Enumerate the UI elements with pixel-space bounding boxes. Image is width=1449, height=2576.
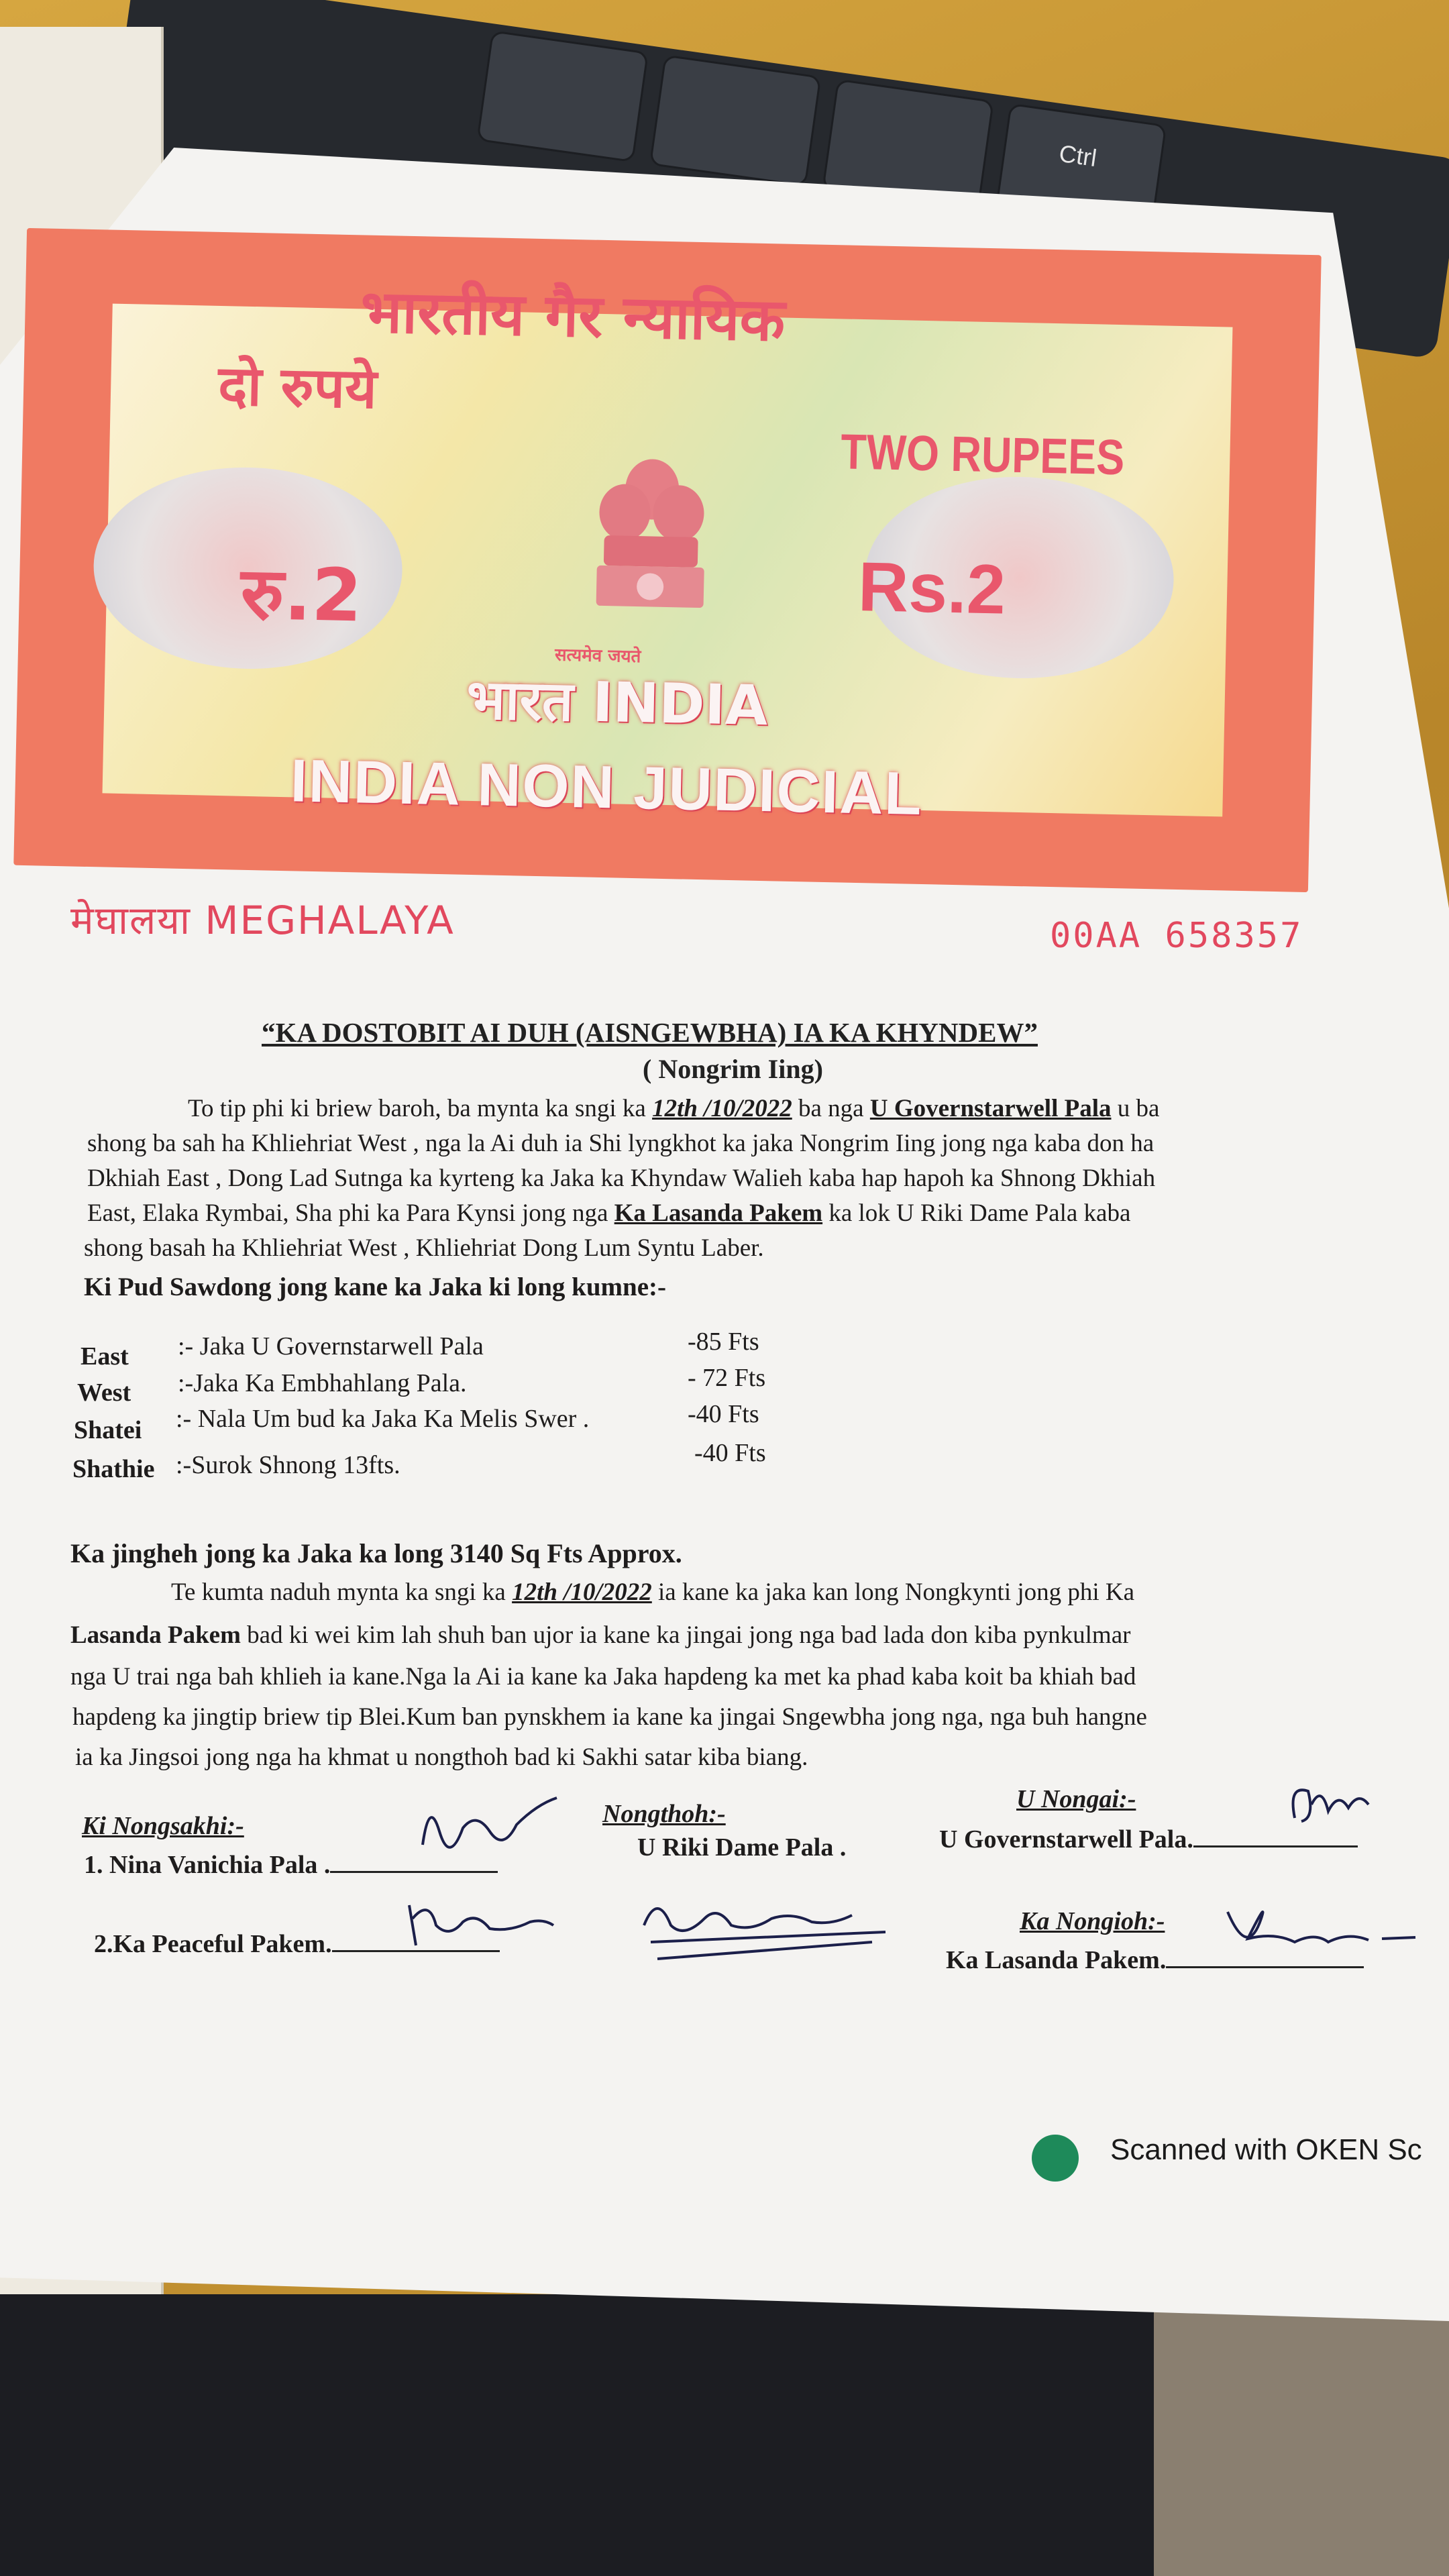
witness1-signature: [416, 1791, 564, 1865]
boundary-heading: Ki Pud Sawdong jong kane ka Jaka ki long kumne:-: [84, 1273, 666, 1301]
boundary-desc: :-Surok Shnong 13fts.: [176, 1451, 400, 1479]
boundary-desc: :- Jaka U Governstarwell Pala: [178, 1332, 484, 1360]
document-title: “KA DOSTOBIT AI DUH (AISNGEWBHA) IA KA KHYNDEW”: [262, 1017, 1038, 1048]
keyboard-key: [476, 30, 649, 162]
boundary-dir: Shatei: [74, 1416, 142, 1444]
keyboard-key: [649, 54, 822, 186]
state-line: मेघालया MEGHALAYA: [70, 898, 455, 943]
boundary-desc: :- Nala Um bud ka Jaka Ka Melis Swer .: [176, 1405, 590, 1433]
para1-line5: shong basah ha Khliehriat West , Khliehriat Dong Lum Syntu Laber.: [84, 1234, 764, 1262]
emblem-motto: सत्यमेव जयते: [554, 645, 641, 667]
writer-heading: Nongthoh:-: [602, 1800, 726, 1828]
witness2-signature: [402, 1892, 557, 1952]
receiver-signature: [1221, 1892, 1422, 1966]
boundary-size: -85 Fts: [688, 1328, 759, 1356]
para2-line3: nga U trai nga bah khlieh ia kane.Nga la Ai ia kane ka Jaka hapdeng ka met ka phad kaba koit ba khiah bad: [70, 1663, 1136, 1690]
stamp-left-amount: रु.2: [239, 551, 363, 639]
scanner-watermark: Scanned with OKEN Sc: [1110, 2133, 1422, 2166]
para1-line1: To tip phi ki briew baroh, ba mynta ka sngi ka 12th /10/2022 ba nga U Governstarwell Pala u ba: [188, 1095, 1160, 1122]
para2-line4: hapdeng ka jingtip briew tip Blei.Kum ban pynskhem ia kane ka jingai Sngewbha jong nga, nga buh hangne: [72, 1703, 1147, 1731]
stamp-hindi-value: दो रुपये: [217, 354, 378, 421]
para1-line3: Dkhiah East , Dong Lad Sutnga ka kyrteng ka Jaka ka Khyndaw Walieh kaba hap hapoh ka Shnong Dkhiah: [87, 1165, 1156, 1192]
serial-number: 00AA 658357: [1050, 916, 1303, 956]
stamp-country: भारत INDIA: [466, 667, 769, 739]
boundary-size: -40 Fts: [694, 1439, 766, 1467]
witness-1: 1. Nina Vanichia Pala .: [84, 1850, 498, 1880]
stamp-english-value: TWO RUPEES: [840, 423, 1126, 486]
writer-signature: [631, 1878, 899, 1966]
keyboard-key-ctrl: Ctrl: [995, 103, 1167, 235]
national-emblem-icon: [575, 447, 727, 652]
witness-2: 2.Ka Peaceful Pakem.: [94, 1929, 500, 1959]
giver-name: U Governstarwell Pala.: [939, 1825, 1358, 1854]
giver-heading: U Nongai:-: [1016, 1785, 1136, 1813]
stamp-type-line: INDIA NON JUDICIAL: [289, 747, 924, 828]
para1-line4: East, Elaka Rymbai, Sha phi ka Para Kynsi jong nga Ka Lasanda Pakem ka lok U Riki Dame Pala kaba: [87, 1199, 1131, 1227]
boundary-dir: Shathie: [72, 1455, 155, 1483]
receiver-name: Ka Lasanda Pakem.: [946, 1945, 1364, 1975]
floor-surface: [1154, 2308, 1449, 2576]
boundary-size: - 72 Fts: [688, 1364, 766, 1392]
non-judicial-stamp: [13, 228, 1321, 892]
stamp-hindi-title: भारतीय गैर न्यायिक: [360, 276, 786, 355]
area-line: Ka jingheh jong ka Jaka ka long 3140 Sq Fts Approx.: [70, 1538, 682, 1568]
oken-logo-icon: [1032, 2135, 1079, 2182]
receiver-heading: Ka Nongioh:-: [1020, 1907, 1165, 1935]
para2-line5: ia ka Jingsoi jong nga ha khmat u nongthoh bad ki Sakhi satar kiba biang.: [75, 1743, 808, 1771]
para2-line2: Lasanda Pakem bad ki wei kim lah shuh ban ujor ia kane ka jingai jong nga bad lada don kiba pynkulmar: [70, 1621, 1131, 1649]
stamp-right-amount: Rs.2: [857, 547, 1007, 629]
boundary-desc: :-Jaka Ka Embhahlang Pala.: [178, 1369, 467, 1397]
boundary-dir: East: [80, 1342, 129, 1371]
para1-line2: shong ba sah ha Khliehriat West , nga la Ai duh ia Shi lyngkhot ka jaka Nongrim Iing jong nga kaba don ha: [87, 1130, 1155, 1157]
boundary-dir: West: [77, 1379, 131, 1407]
document-subtitle: ( Nongrim Iing): [643, 1054, 823, 1084]
boundary-size: -40 Fts: [688, 1400, 759, 1428]
writer-name: U Riki Dame Pala .: [637, 1833, 847, 1862]
para2-line1: Te kumta naduh mynta ka sngi ka 12th /10/2022 ia kane ka jaka kan long Nongkynti jong phi Ka: [171, 1578, 1135, 1606]
witness-heading: Ki Nongsakhi:-: [82, 1812, 244, 1840]
giver-signature: [1275, 1771, 1375, 1831]
